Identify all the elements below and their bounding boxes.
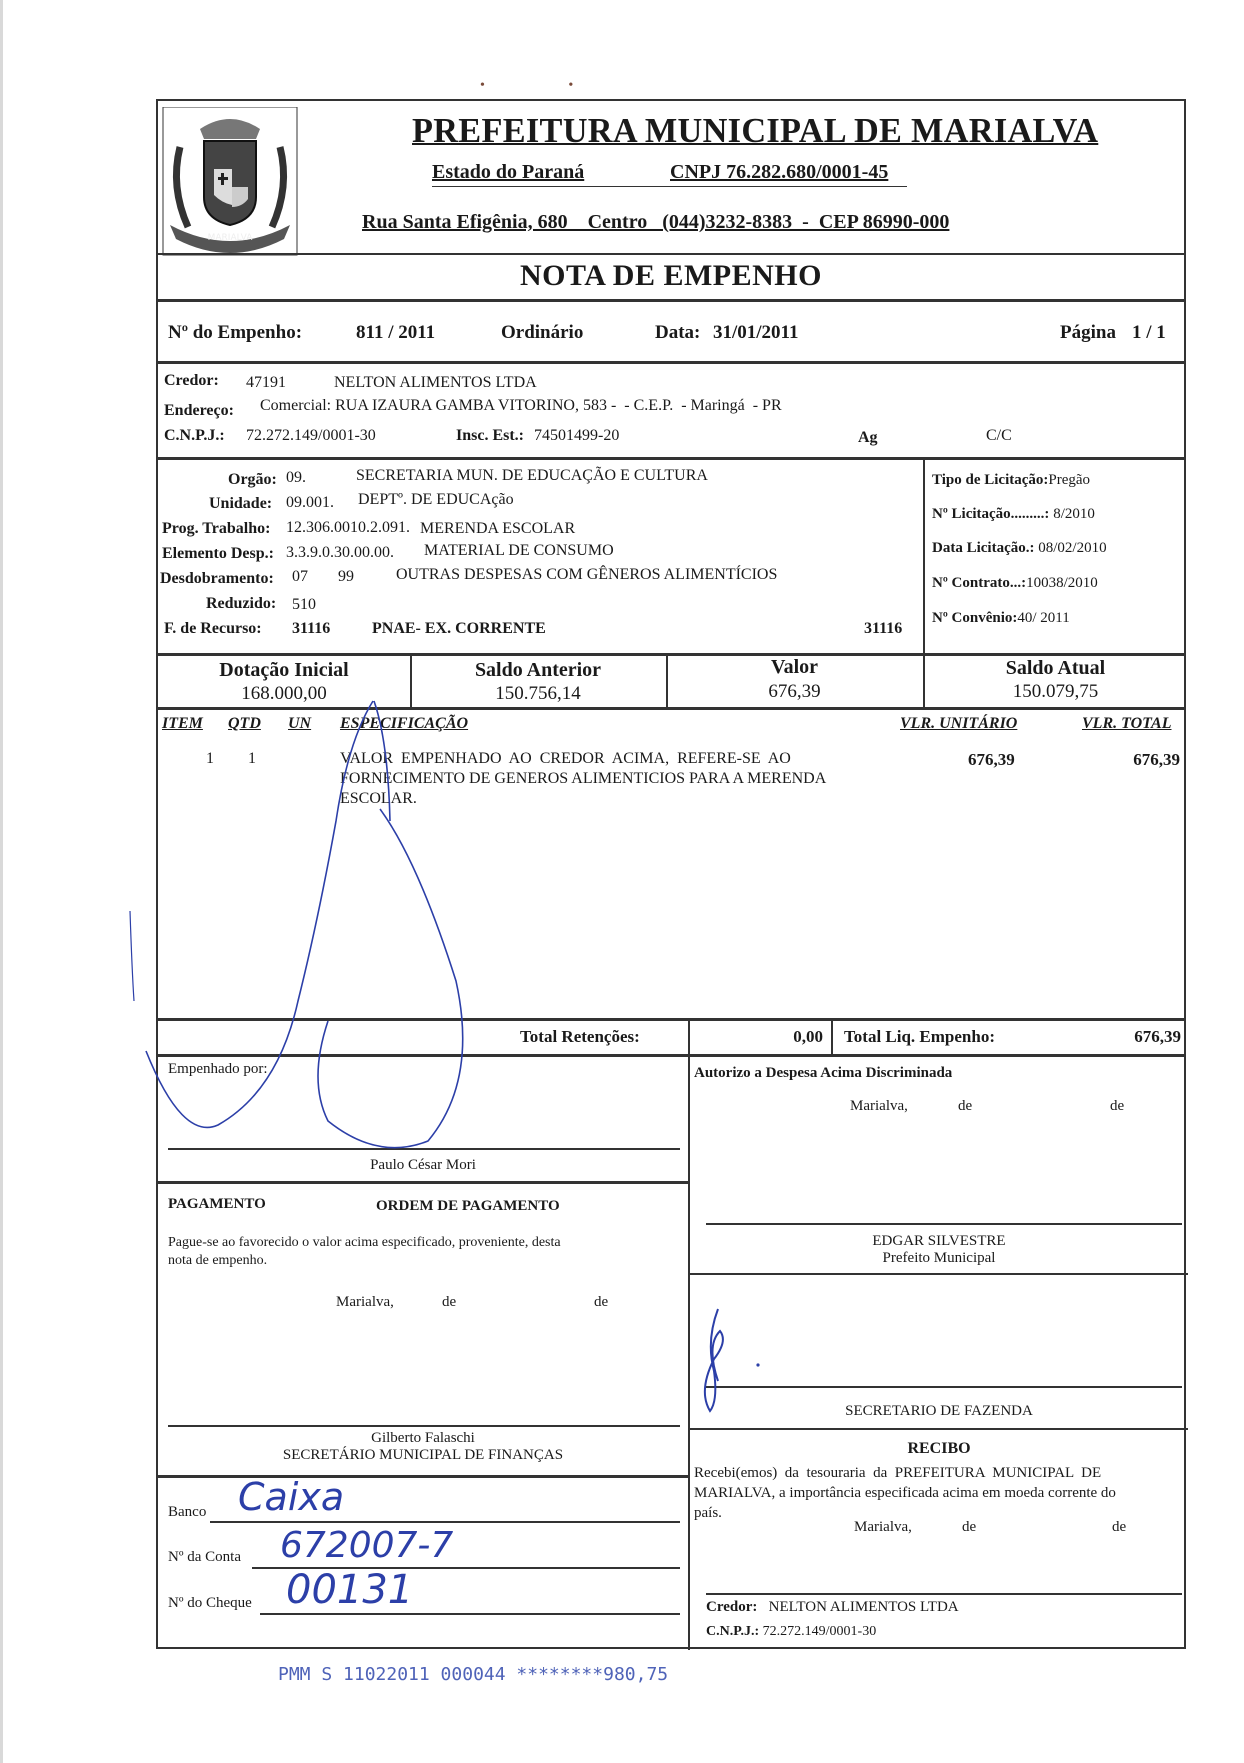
- desdobramento-label: Desdobramento:: [160, 570, 274, 587]
- fonte-recurso-label: F. de Recurso:: [164, 620, 262, 637]
- scan-specks: • •: [480, 78, 614, 93]
- recibo-place: Marialva,: [854, 1519, 912, 1535]
- empenho-date-label: Data:: [655, 322, 701, 343]
- elemento-desp-code: 3.3.9.0.30.00.00.: [286, 544, 394, 561]
- recibo-cnpj: 72.272.149/0001-30: [762, 1624, 877, 1639]
- data-licitacao-label: Data Licitação.:: [932, 540, 1035, 556]
- ordem-pagamento-title: ORDEM DE PAGAMENTO: [376, 1198, 560, 1214]
- prefeito-name: EDGAR SILVESTRE: [872, 1233, 1006, 1249]
- pagamento-text-line-1: Pague-se ao favorecido o valor acima especificado, proveniente, desta: [168, 1235, 561, 1250]
- pagamento-place: Marialva,: [336, 1294, 394, 1310]
- row-spec-line-3: ESCOLAR.: [340, 790, 417, 807]
- unidade-code: 09.001.: [286, 494, 334, 511]
- tipo-licitacao-label: Tipo de Licitação:: [932, 472, 1049, 488]
- total-retencoes-value: 0,00: [793, 1027, 823, 1046]
- row-vlr-unitario: 676,39: [968, 750, 1015, 769]
- numero-licitacao: 8/2010: [1053, 506, 1095, 522]
- autorizo-title: Autorizo a Despesa Acima Discriminada: [694, 1065, 953, 1081]
- unidade-name: DEPTº. DE EDUCAção: [358, 491, 514, 508]
- scan-edge: [0, 0, 3, 1763]
- conta-value: 672007-7: [280, 1525, 454, 1566]
- organization-address: Rua Santa Efigênia, 680 Centro (044)3232-8383 - CEP 86990-000: [362, 211, 950, 233]
- fonte-recurso-code: 31116: [292, 620, 331, 637]
- row-vlr-total: 676,39: [1133, 750, 1180, 769]
- prog-trabalho-name: MERENDA ESCOLAR: [420, 520, 576, 537]
- page-number: 1 / 1: [1132, 322, 1166, 343]
- saldo-anterior-label: Saldo Anterior: [474, 659, 602, 681]
- autorizo-place: Marialva,: [850, 1098, 908, 1114]
- total-liq-empenho-label: Total Liq. Empenho:: [844, 1027, 995, 1046]
- recibo-credor: NELTON ALIMENTOS LTDA: [768, 1599, 959, 1615]
- desdobramento-code-1: 07: [292, 568, 308, 585]
- fonte-recurso-code-right: 31116: [864, 620, 903, 637]
- saldo-atual-label: Saldo Atual: [1005, 657, 1106, 679]
- recibo-credor-label: Credor:: [706, 1599, 758, 1615]
- organization-cnpj: CNPJ 76.282.680/0001-45: [670, 161, 889, 183]
- prog-trabalho-label: Prog. Trabalho:: [162, 520, 271, 537]
- agencia-label: Ag: [858, 429, 878, 446]
- conta-corrente-label: C/C: [986, 427, 1012, 444]
- autorizo-de-1: de: [958, 1098, 973, 1114]
- financas-role: SECRETÁRIO MUNICIPAL DE FINANÇAS: [282, 1447, 564, 1463]
- contrato-number: 10038/2010: [1026, 575, 1098, 591]
- endereco-label: Endereço:: [164, 402, 234, 419]
- credor-cnpj: 72.272.149/0001-30: [246, 427, 376, 444]
- col-qtd: QTD: [228, 715, 261, 732]
- pagamento-de-1: de: [442, 1294, 457, 1310]
- recibo-de-2: de: [1112, 1519, 1127, 1535]
- empenho-date: 31/01/2011: [713, 322, 799, 343]
- state-name: Estado do Paraná: [432, 161, 585, 183]
- reduzido-value: 510: [292, 596, 316, 613]
- document-title: NOTA DE EMPENHO: [520, 259, 822, 292]
- convenio-label: Nº Convênio:: [932, 610, 1018, 626]
- row-spec-line-2: FORNECIMENTO DE GENEROS ALIMENTICIOS PARA A MERENDA: [340, 770, 827, 787]
- autorizo-de-2: de: [1110, 1098, 1125, 1114]
- unidade-label: Unidade:: [209, 495, 273, 512]
- col-vlr-unitario: VLR. UNITÁRIO: [900, 715, 1018, 732]
- nota-de-empenho-form: [156, 99, 1186, 1649]
- row-qtd: 1: [248, 750, 256, 767]
- valor-value: 676,39: [768, 681, 821, 702]
- credor-name: NELTON ALIMENTOS LTDA: [334, 374, 537, 391]
- saldo-anterior-value: 150.756,14: [495, 683, 581, 704]
- saldo-atual-value: 150.079,75: [1012, 681, 1099, 702]
- svg-text:MARIALVA: MARIALVA: [207, 233, 253, 243]
- pagamento-text-line-2: nota de empenho.: [168, 1253, 268, 1268]
- row-spec-line-1: VALOR EMPENHADO AO CREDOR ACIMA, REFERE-SE AO: [340, 750, 791, 767]
- recibo-line-2: MARIALVA, a importância especificada acima em moeda corrente do: [694, 1485, 1116, 1501]
- pagamento-label: PAGAMENTO: [168, 1196, 266, 1212]
- payment-stamp: PMM S 11022011 000044 ********980,75: [278, 1664, 669, 1685]
- col-vlr-total: VLR. TOTAL: [1082, 715, 1172, 732]
- empenho-number-label: Nº do Empenho:: [168, 322, 303, 343]
- reduzido-label: Reduzido:: [206, 595, 277, 612]
- prefeito-role: Prefeito Municipal: [882, 1250, 996, 1266]
- coat-of-arms-icon: [160, 107, 300, 257]
- elemento-desp-name: MATERIAL DE CONSUMO: [424, 542, 614, 559]
- recibo-line-1: Recebi(emos) da tesouraria da PREFEITURA MUNICIPAL DE: [694, 1465, 1102, 1481]
- orgao-label: Orgão:: [228, 471, 277, 488]
- page-label: Página: [1060, 322, 1116, 343]
- total-liq-empenho-value: 676,39: [1134, 1027, 1181, 1046]
- empenho-number: 811 / 2011: [356, 322, 436, 343]
- col-item: ITEM: [162, 715, 203, 732]
- convenio-number: 40/ 2011: [1017, 610, 1070, 626]
- banco-label: Banco: [168, 1504, 207, 1520]
- insc-est-label: Insc. Est.:: [456, 427, 525, 444]
- desdobramento-code-2: 99: [338, 568, 354, 585]
- credor-code: 47191: [246, 374, 286, 391]
- organization-name: PREFEITURA MUNICIPAL DE MARIALVA: [412, 111, 1099, 150]
- orgao-name: SECRETARIA MUN. DE EDUCAÇÃO E CULTURA: [356, 467, 708, 484]
- col-especificacao: ESPECIFICAÇÃO: [340, 715, 469, 732]
- credor-cnpj-label: C.N.P.J.:: [164, 427, 225, 444]
- contrato-label: Nº Contrato...:: [932, 575, 1027, 591]
- elemento-desp-label: Elemento Desp.:: [162, 545, 274, 562]
- fonte-recurso-name: PNAE- EX. CORRENTE: [372, 620, 546, 637]
- empenhado-por-signer: Paulo César Mori: [370, 1157, 476, 1173]
- pagamento-de-2: de: [594, 1294, 609, 1310]
- financas-signer: Gilberto Falaschi: [371, 1430, 475, 1446]
- dotacao-inicial-value: 168.000,00: [241, 683, 327, 704]
- tipo-licitacao: Pregão: [1048, 472, 1091, 488]
- empenhado-por-label: Empenhado por:: [168, 1061, 268, 1077]
- insc-est: 74501499-20: [534, 427, 620, 444]
- prog-trabalho-code: 12.306.0010.2.091.: [286, 519, 410, 536]
- recibo-line-3: país.: [694, 1505, 722, 1521]
- recibo-de-1: de: [962, 1519, 977, 1535]
- data-licitacao: 08/02/2010: [1038, 540, 1107, 556]
- secretario-fazenda-role: SECRETARIO DE FAZENDA: [845, 1403, 1033, 1419]
- row-item: 1: [206, 750, 214, 767]
- credor-address: Comercial: RUA IZAURA GAMBA VITORINO, 583 - - C.E.P. - Maringá - PR: [260, 397, 782, 414]
- total-retencoes-label: Total Retenções:: [520, 1027, 640, 1046]
- empenho-type: Ordinário: [501, 322, 584, 343]
- cheque-value: 00131: [286, 1567, 414, 1613]
- recibo-title: RECIBO: [907, 1440, 971, 1457]
- col-un: UN: [288, 715, 312, 732]
- orgao-code: 09.: [286, 469, 306, 486]
- banco-value: Caixa: [238, 1475, 345, 1519]
- cheque-label: Nº do Cheque: [168, 1595, 252, 1611]
- recibo-cnpj-label: C.N.P.J.:: [706, 1624, 760, 1639]
- numero-licitacao-label: Nº Licitação.........:: [932, 506, 1050, 522]
- conta-label: Nº da Conta: [168, 1549, 241, 1565]
- valor-label: Valor: [770, 656, 819, 678]
- dotacao-inicial-label: Dotação Inicial: [219, 659, 349, 681]
- credor-label: Credor:: [164, 372, 219, 389]
- desdobramento-name: OUTRAS DESPESAS COM GÊNEROS ALIMENTÍCIOS: [396, 566, 778, 583]
